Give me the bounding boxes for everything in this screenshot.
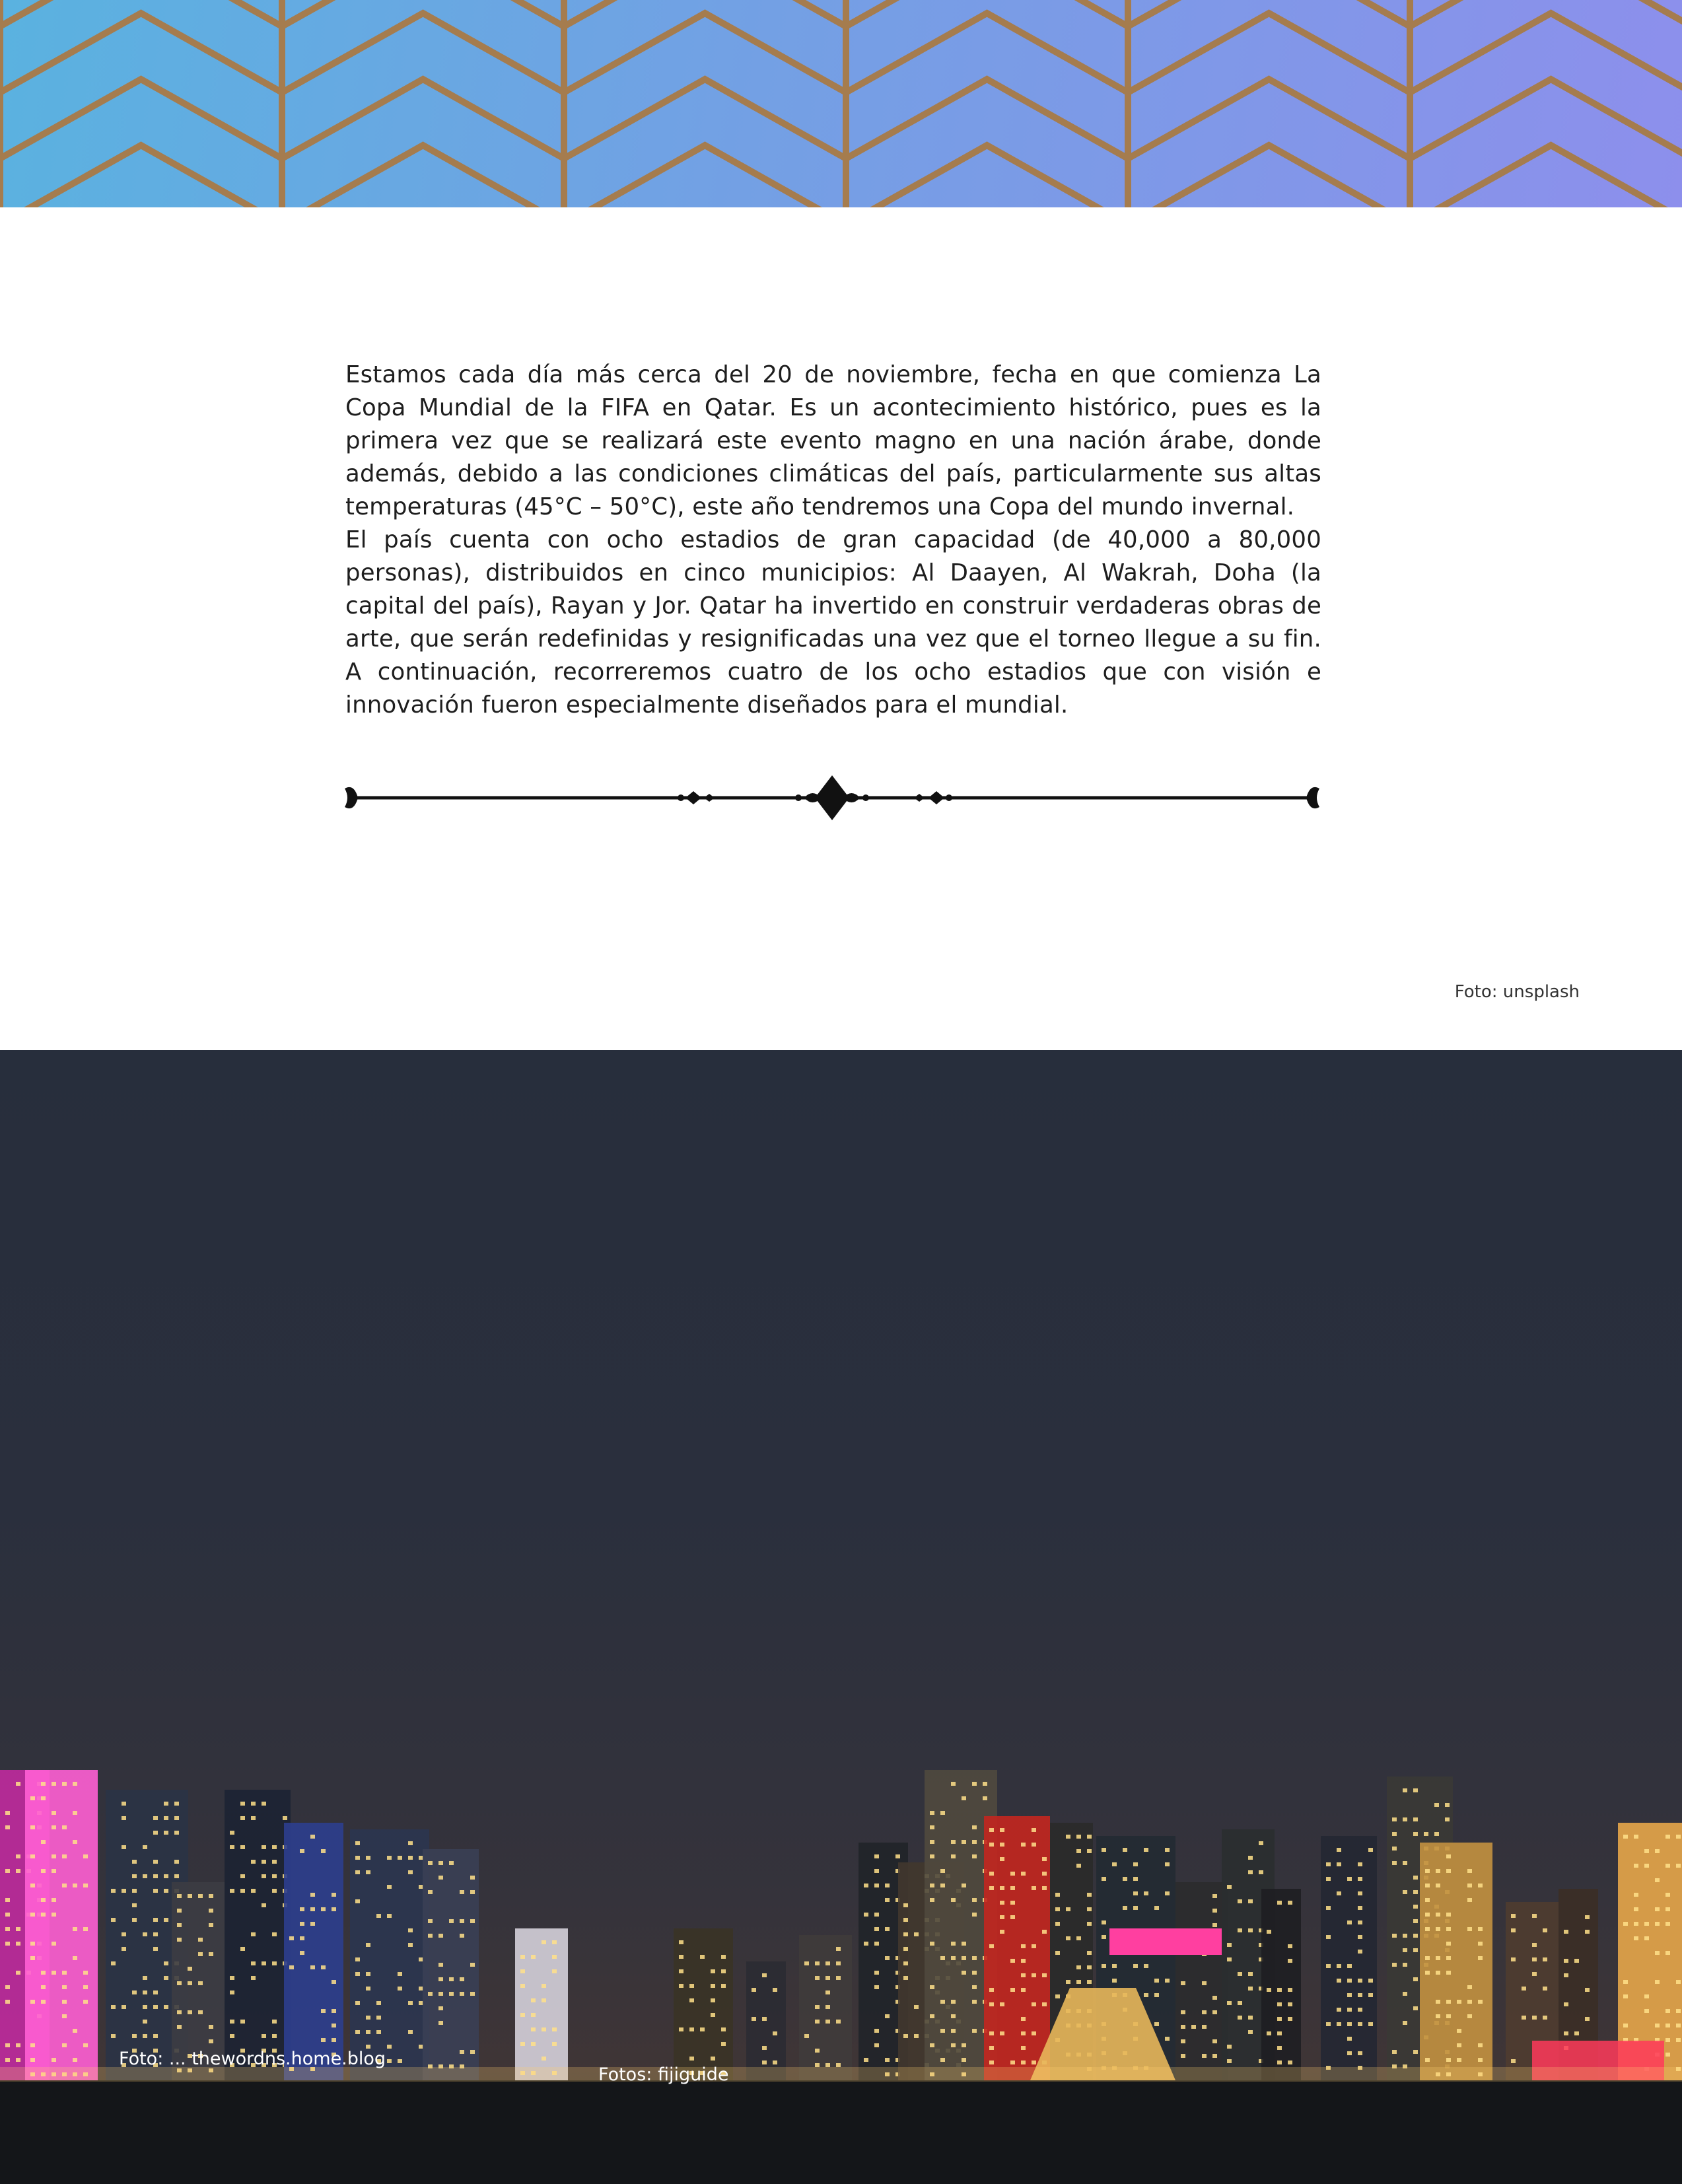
ornamental-divider-icon	[342, 774, 1322, 822]
photo-credit-center: Fotos: fijiguide	[598, 2064, 729, 2085]
header-banner	[0, 0, 1682, 207]
photo-credit-top: Foto: unsplash	[1454, 982, 1580, 1002]
article-paragraph-2: El país cuenta con ocho estadios de gran capacidad (de 40,000 a 80,000 personas), distribuidos en cinco municipios: Al Daayen, Al Wakrah, Doha (la capital del país), Rayan y Jor. Qatar ha invertido en construir verdaderas obras de arte, que serán redefinidas y resignificadas una vez que el torneo llegue a su fin. A continuación, recorreremos cuatro de los ocho estadios que con visión e innovación fueron especialmente diseñados para el mundial.	[345, 526, 1321, 719]
article-text	[345, 359, 1321, 722]
photo-credit-left: Foto: ... thewordns.home.blog	[119, 2049, 386, 2069]
article-paragraph-1: Estamos cada día más cerca del 20 de noviembre, fecha en que comienza La Copa Mundial de la FIFA en Qatar. Es un acontecimiento histórico, pues es la primera vez que se realizará este evento magno en una nación árabe, donde además, debido a las condiciones climáticas del país, particularmente sus altas temperaturas (45°C – 50°C), este año tendremos una Copa del mundo invernal.	[345, 361, 1321, 520]
skyline-graphic	[0, 1050, 1682, 2184]
chevron-pattern-graphic	[0, 0, 1682, 207]
doha-skyline-photo	[0, 1050, 1682, 2184]
